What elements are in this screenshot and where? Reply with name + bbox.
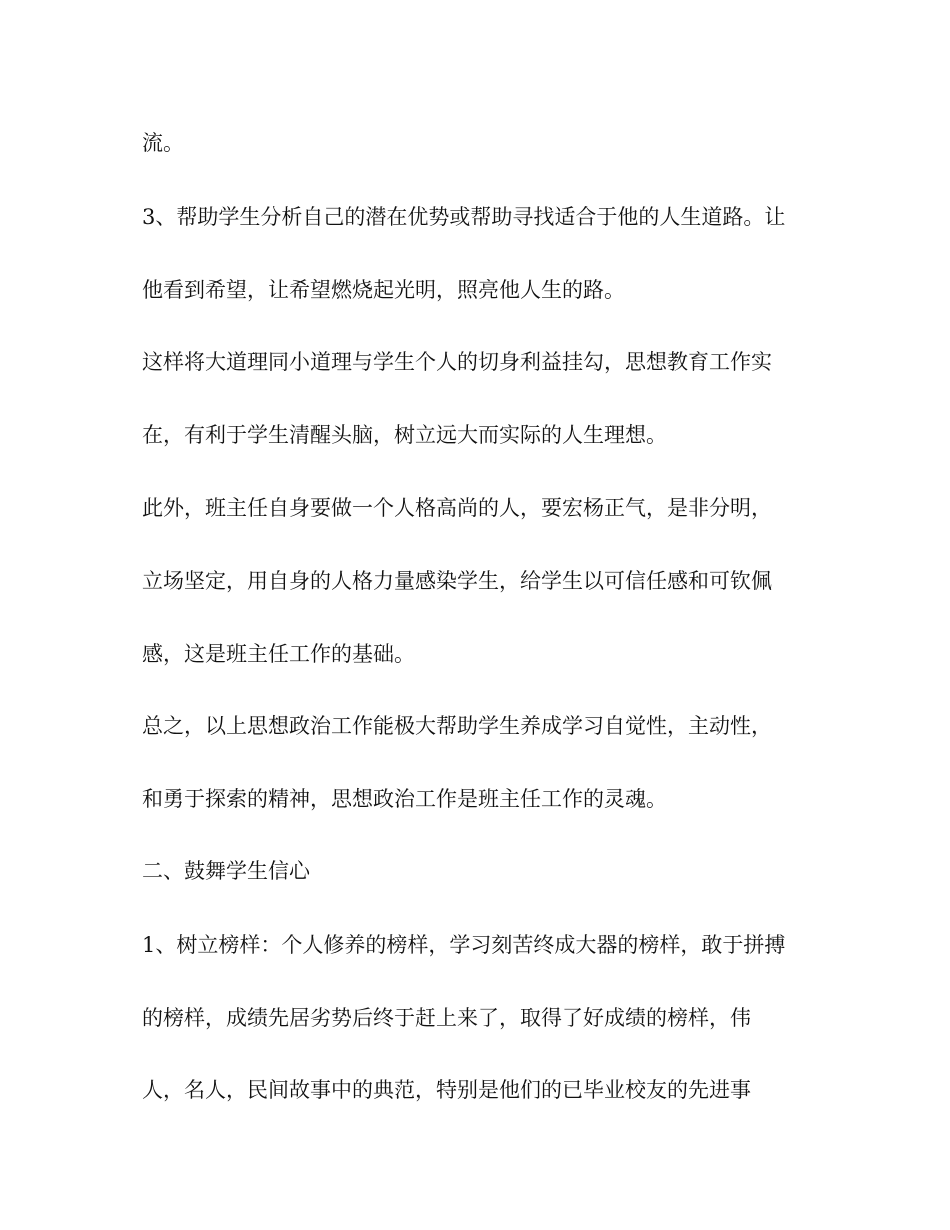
text-line-10: 和勇于探索的精神，思想政治工作是班主任工作的灵魂。 <box>142 787 667 811</box>
text-line-8: 感，这是班主任工作的基础。 <box>142 642 415 666</box>
text-line-4: 这样将大道理同小道理与学生个人的切身利益挂勾，思想教育工作实 <box>142 350 772 374</box>
text-line-5: 在，有利于学生清醒头脑，树立远大而实际的人生理想。 <box>142 423 667 447</box>
section-heading: 二、鼓舞学生信心 <box>142 859 310 883</box>
text-line-13: 的榜样，成绩先居劣势后终于赶上来了，取得了好成绩的榜样，伟 <box>142 1006 751 1030</box>
text-line-9: 总之，以上思想政治工作能极大帮助学生养成学习自觉性，主动性， <box>142 714 772 738</box>
text-line-14: 人，名人，民间故事中的典范，特别是他们的已毕业校友的先进事 <box>142 1078 751 1102</box>
text-line-12: 1、树立榜样：个人修养的榜样，学习刻苦终成大器的榜样，敢于拼搏 <box>142 933 786 957</box>
text-line-7: 立场坚定，用自身的人格力量感染学生，给学生以可信任感和可钦佩 <box>142 569 772 593</box>
text-line-1: 流。 <box>142 131 184 155</box>
text-line-6: 此外，班主任自身要做一个人格高尚的人，要宏杨正气，是非分明， <box>142 496 772 520</box>
text-line-2: 3、帮助学生分析自己的潜在优势或帮助寻找适合于他的人生道路。让 <box>142 205 786 229</box>
text-line-3: 他看到希望，让希望燃烧起光明，照亮他人生的路。 <box>142 278 625 302</box>
